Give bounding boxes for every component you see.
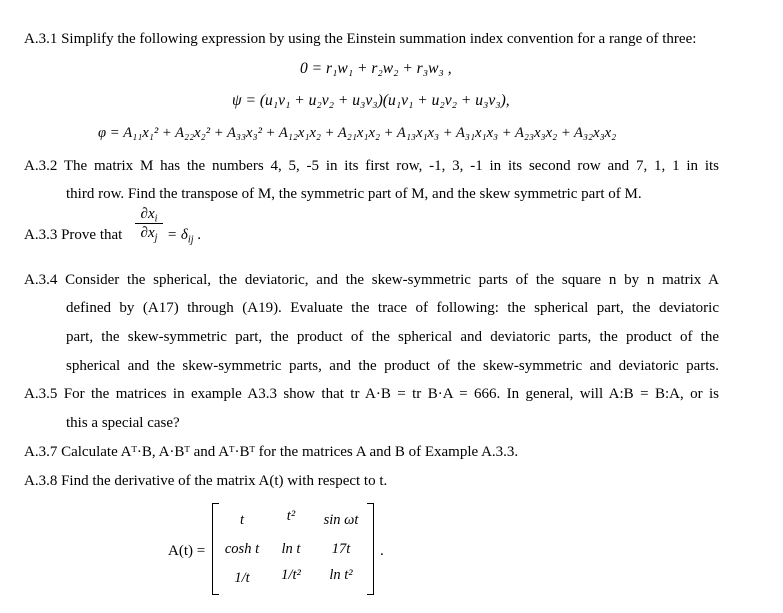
matrix-cell: cosh t <box>224 541 260 557</box>
fraction-denominator: $\partial x_j$ <box>140 225 158 244</box>
problem-a35-line-2: this a special case? <box>66 415 180 431</box>
problem-id: A.3.4 <box>24 272 58 288</box>
matrix-a-of-t <box>212 503 374 593</box>
matrix-cell: t² <box>286 508 296 524</box>
problem-a31 <box>24 30 696 48</box>
problem-a32-line-2: third row. Find the transpose of M, the symmetric part of M, and the skew symmetric part of M. <box>66 186 642 202</box>
matrix-cell: 1/t <box>234 570 250 586</box>
problem-text: Prove that <box>61 227 123 243</box>
matrix-cell: 17t <box>331 541 351 557</box>
problem-text: Simplify the following expression by using the Einstein summation index convention for a range of three: <box>61 31 697 47</box>
fraction-numerator: $\partial x_i$ <box>140 206 158 225</box>
problem-id: A.3.1 <box>24 31 58 47</box>
problem-a37 <box>24 443 518 461</box>
problem-a38 <box>24 472 387 490</box>
problem-text: The matrix M has the numbers 4, 5, -5 in its first row, -1, 3, -1 in its second row and 7, 1, 1 in its <box>63 158 719 174</box>
equation-1: 0 = r₁w₁ + r₂w₂ + r₃w₃ , <box>300 60 452 77</box>
problem-text: Calculate Aᵀ·B, A·Bᵀ and Aᵀ·Bᵀ for the matrices A and B of Example A.3.3. <box>61 444 519 460</box>
problem-a34-line-4: spherical and the skew-symmetric parts, and the product of the skew-symmetric and deviatoric parts. <box>66 358 719 374</box>
problem-text: Consider the spherical, the deviatoric, and the skew-symmetric parts of the square n by n matrix A <box>65 272 720 288</box>
problem-a34-line-3: part, the skew-symmetric part, the product of the spherical and deviatoric parts, the product of the <box>66 329 719 345</box>
problem-a35-line-1 <box>24 385 719 403</box>
matrix-cell: 1/t² <box>281 567 301 583</box>
matrix-end-period: . <box>380 543 384 559</box>
right-bracket <box>367 503 374 595</box>
equation-2: ψ = (u₁v₁ + u₂v₂ + u₃v₃)(u₁v₁ + u₂v₂ + u₃v₃), <box>232 92 510 109</box>
matrix-label: A(t) = <box>168 543 206 559</box>
equation-3: φ = A₁₁x₁² + A₂₂x₂² + A₃₃x₃² + A₁₂x₁x₂ + A₂₁x₁x₂ + A₁₃x₁x₃ + A₃₁x₁x₃ + A₂₃x₃x₂ + A₃₂x₃x₂ <box>98 125 617 141</box>
problem-a32-line-1 <box>24 157 719 175</box>
partial-fraction <box>135 206 163 244</box>
matrix-cell: ln t² <box>329 567 353 583</box>
matrix-cell: sin ωt <box>323 512 359 528</box>
matrix-cell: t <box>239 512 245 528</box>
problem-id: A.3.2 <box>24 158 58 174</box>
problem-id: A.3.5 <box>24 386 58 402</box>
problem-a34-line-2: defined by (A17) through (A19). Evaluate the trace of following: the spherical part, the deviatoric <box>66 300 719 316</box>
problem-id: A.3.7 <box>24 444 58 460</box>
problem-id: A.3.3 <box>24 227 58 243</box>
problem-a33 <box>24 226 122 244</box>
problem-a34-line-1 <box>24 271 719 289</box>
kronecker-delta: = $\delta_{ij}$ . <box>167 227 202 246</box>
problem-id: A.3.8 <box>24 473 58 489</box>
matrix-cell: ln t <box>281 541 301 557</box>
problem-text: For the matrices in example A3.3 show that tr A·B = tr B·A = 666. In general, will A:B = B:A, or is <box>63 386 719 402</box>
problem-text: Find the derivative of the matrix A(t) with respect to t. <box>61 473 388 489</box>
